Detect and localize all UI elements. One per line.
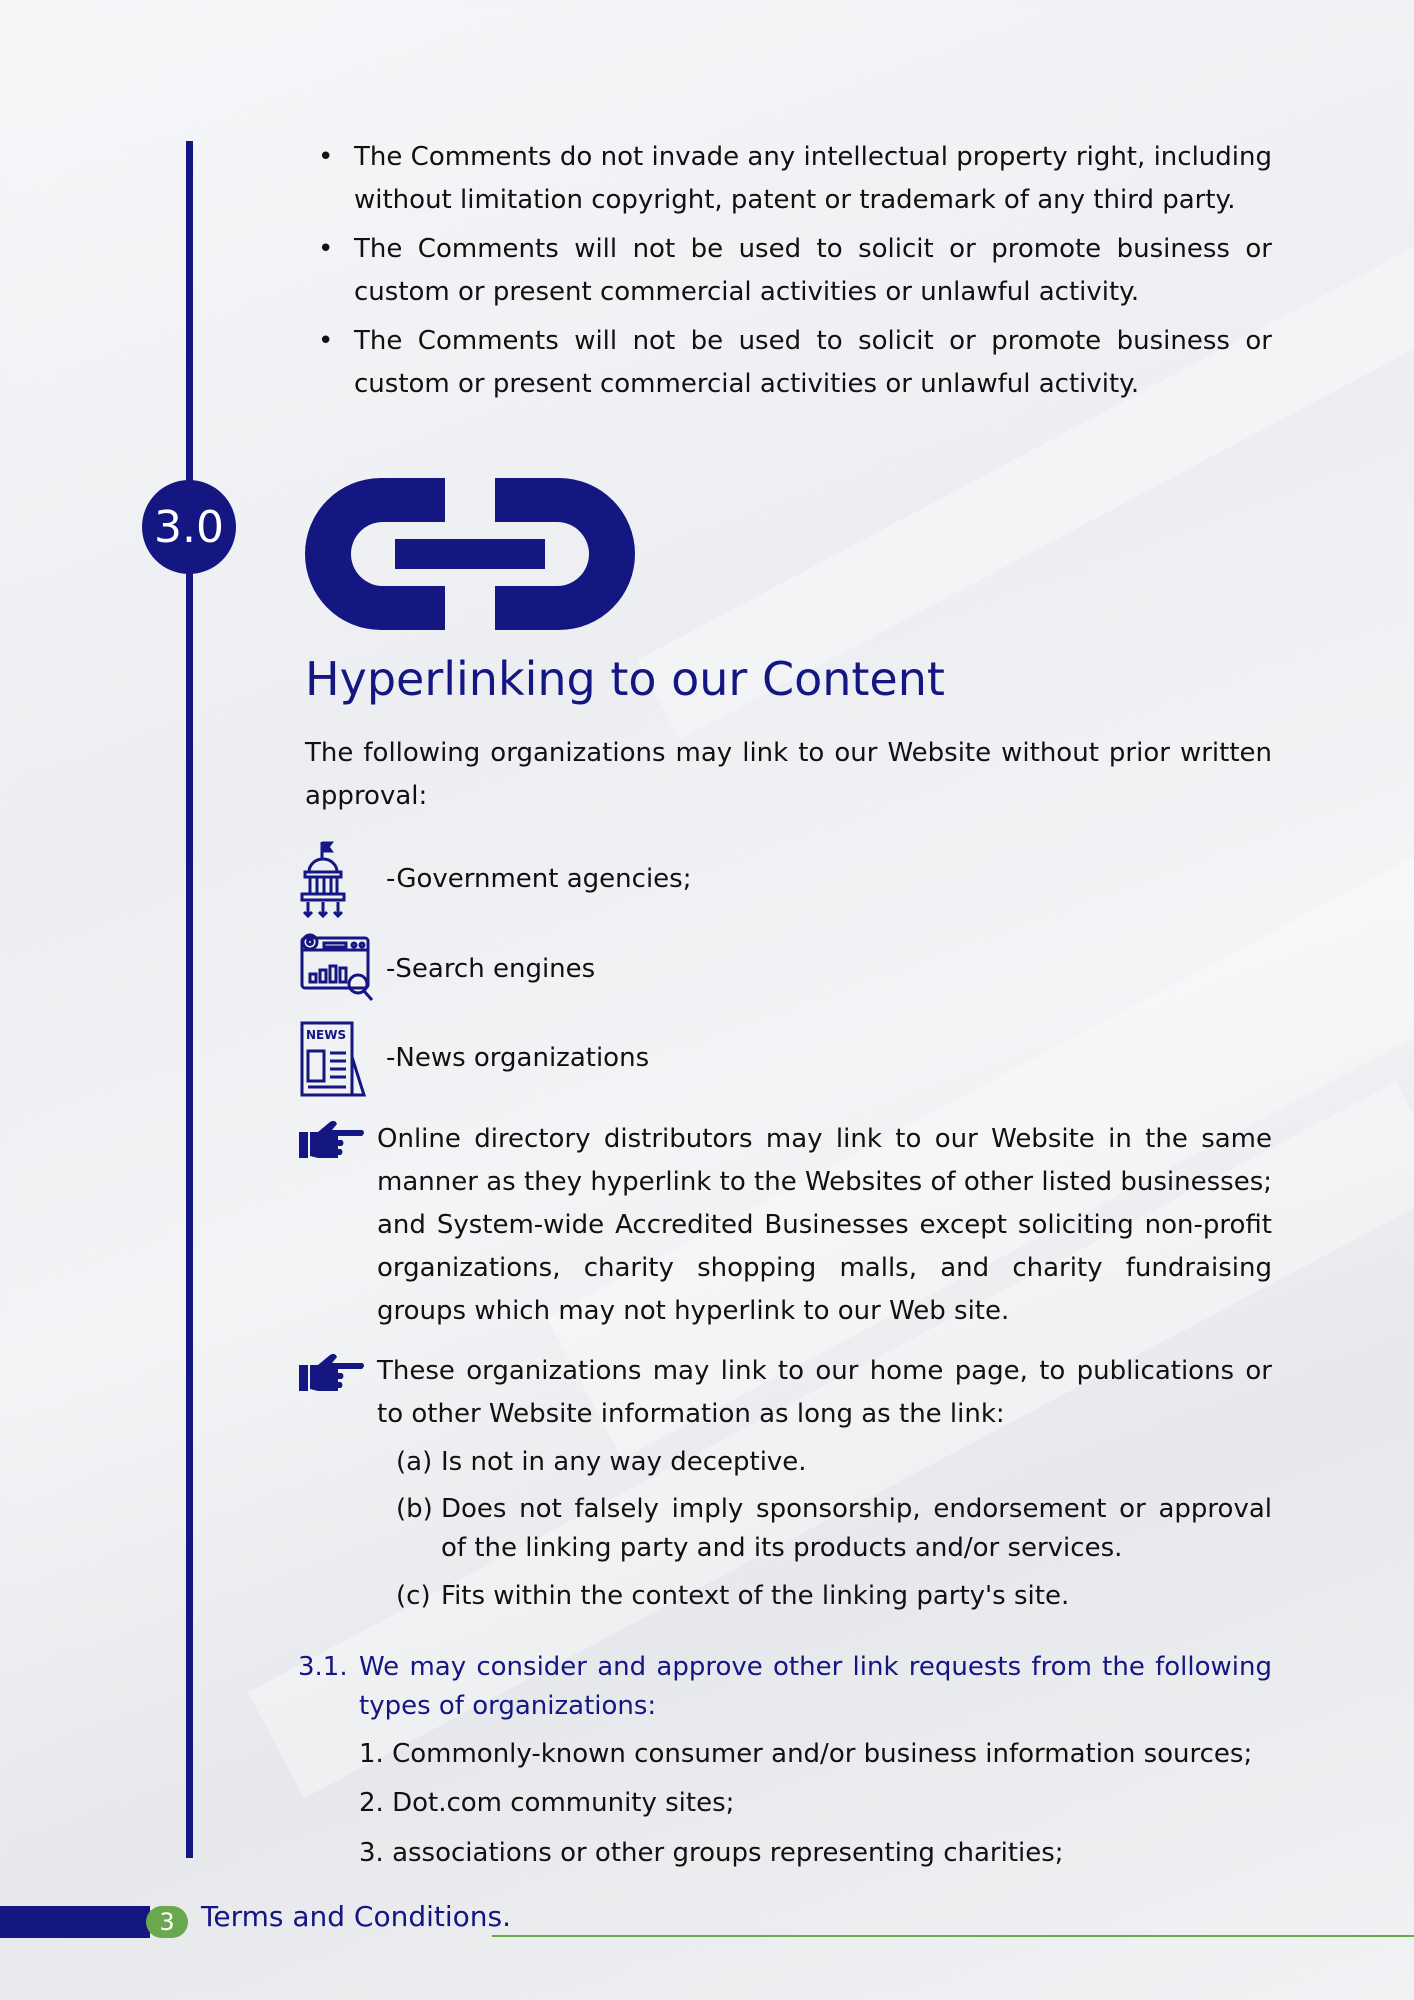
footer-bar: [0, 1906, 150, 1938]
section-number-badge: 3.0: [142, 480, 236, 574]
org-item-news: [296, 1017, 649, 1099]
condition-item: [396, 1490, 1272, 1568]
pointing-hand-icon: [298, 1118, 366, 1162]
numbered-item: 1. Commonly-known consumer and/or business information sources;: [359, 1739, 1253, 1769]
condition-label: (c): [396, 1581, 431, 1611]
comments-bullet-list: [318, 136, 1272, 412]
footer-divider: [492, 1935, 1414, 1937]
search-engine-icon: [296, 928, 378, 1010]
subsection-text: We may consider and approve other link requests from the following types of organizations:: [359, 1652, 1272, 1721]
org-label: -Search engines: [386, 954, 596, 984]
section-timeline: [186, 141, 193, 1858]
bullet-item: • The Comments do not invade any intellectual property right, including without limitation copyright, patent or trademark of any third party.: [318, 136, 1272, 222]
footer-title: Terms and Conditions.: [201, 1900, 512, 1933]
paragraph-link-conditions: These organizations may link to our home page, to publications or to other Website information as long as the link:: [377, 1356, 1272, 1429]
bullet-item: • The Comments will not be used to solicit or promote business or custom or present commercial activities or unlawful activity.: [318, 320, 1272, 406]
subsection-number: 3.1.: [298, 1652, 348, 1682]
bullet-item: • The Comments will not be used to solicit or promote business or custom or present commercial activities or unlawful activity.: [318, 228, 1272, 314]
svg-text:NEWS: NEWS: [306, 1028, 347, 1042]
paragraph-directory-distributors: Online directory distributors may link to our Website in the same manner as they hyperlink to the Websites of other listed businesses; and System-wide Accredited Businesses except soliciting non-profit organizations, charity shopping malls, and charity fundraising groups which may not hyperlink to our Web site.: [377, 1124, 1272, 1326]
org-label: -Government agencies;: [386, 864, 692, 894]
pointing-hand-icon: [298, 1351, 366, 1395]
condition-item: [396, 1443, 1272, 1482]
government-building-icon: [296, 838, 378, 920]
link-icon: [305, 478, 635, 630]
section-intro: The following organizations may link to our Website without prior written approval:: [305, 738, 1272, 811]
condition-label: (b): [396, 1494, 433, 1524]
org-item-government: [296, 838, 691, 920]
page-number: 3: [146, 1906, 188, 1938]
condition-text: Is not in any way deceptive.: [441, 1447, 807, 1477]
org-label: -News organizations: [386, 1043, 650, 1073]
numbered-item: 2. Dot.com community sites;: [359, 1788, 735, 1818]
condition-text: Does not falsely imply sponsorship, endorsement or approval of the linking party and its products and/or services.: [441, 1494, 1272, 1563]
condition-text: Fits within the context of the linking party's site.: [441, 1581, 1070, 1611]
org-item-search-engines: [296, 928, 595, 1010]
newspaper-icon: [296, 1017, 378, 1099]
condition-item: [396, 1577, 1272, 1616]
subsection-heading: [298, 1648, 1272, 1726]
section-title: Hyperlinking to our Content: [305, 652, 945, 706]
condition-label: (a): [396, 1447, 433, 1477]
numbered-item: 3. associations or other groups representing charities;: [359, 1838, 1064, 1868]
